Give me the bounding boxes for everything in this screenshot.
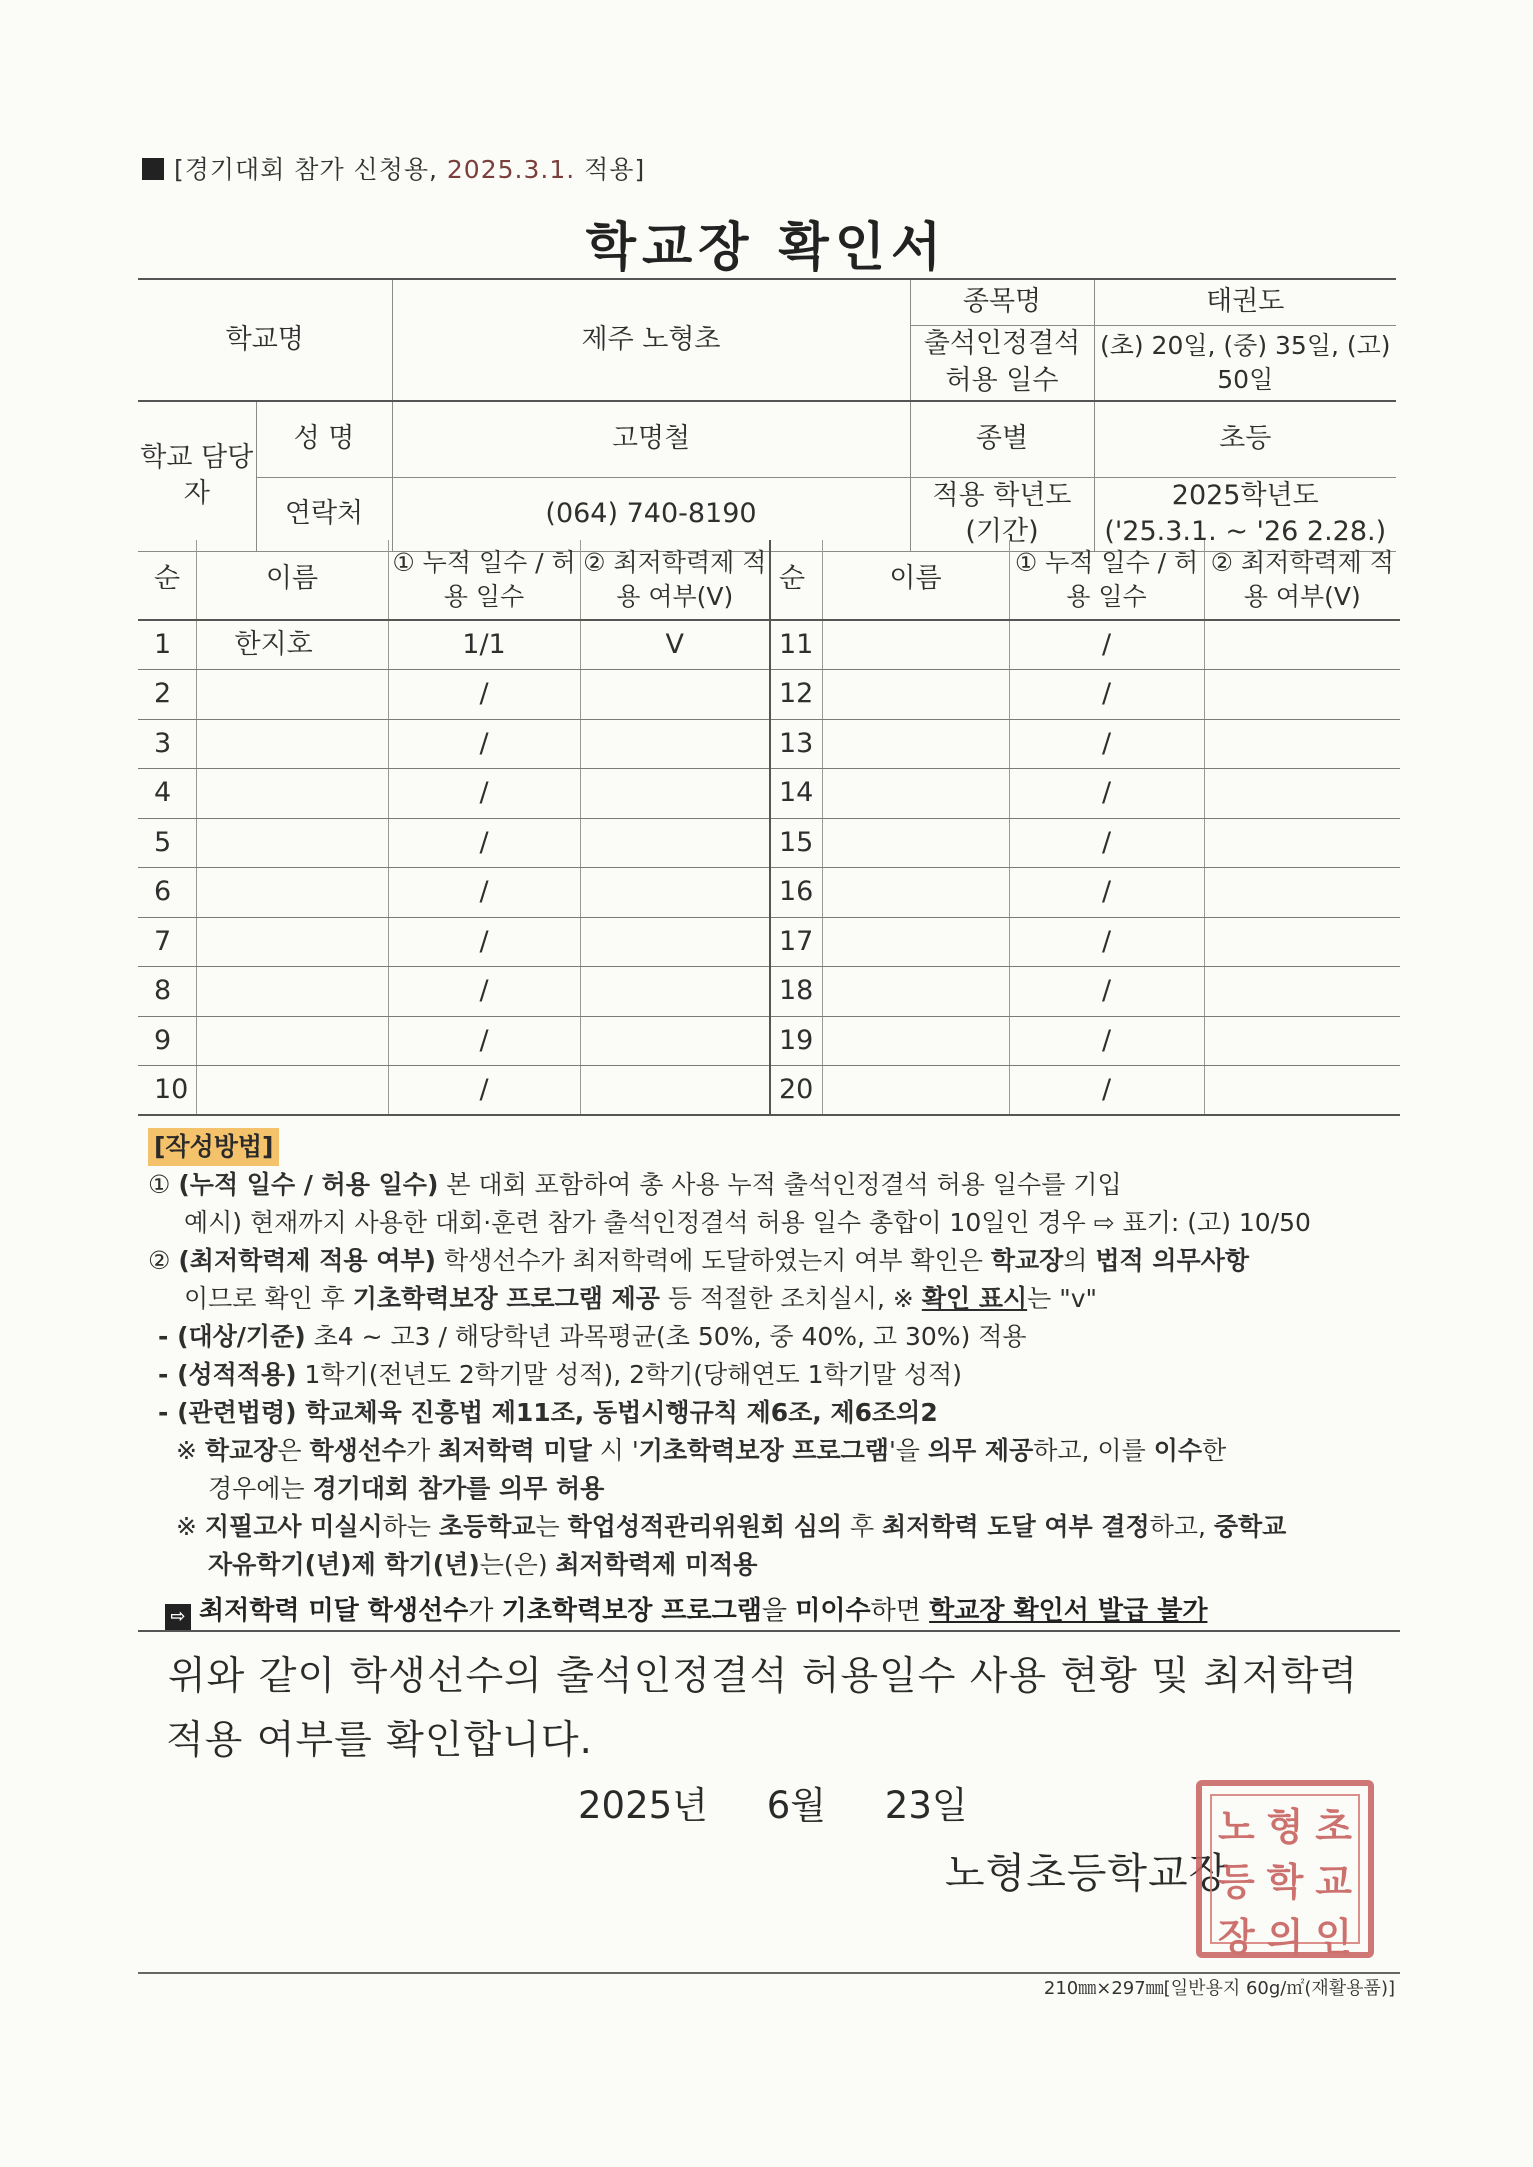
roster-body	[138, 620, 1400, 1115]
applied-check-cell	[1204, 719, 1400, 769]
guide-l8-bold2: 학생선수	[309, 1436, 407, 1465]
col-header-no: 순	[138, 540, 196, 620]
guide-l9-a: 경우에는	[208, 1474, 313, 1503]
student-name-cell	[822, 670, 1009, 720]
seal-character: 형	[1266, 1804, 1304, 1849]
writing-guide	[148, 1128, 1408, 1584]
table-row	[138, 670, 1400, 720]
seal-character: 노	[1217, 1804, 1255, 1849]
student-name-cell	[196, 769, 388, 819]
guide-l4-text3: 는 "v"	[1027, 1284, 1098, 1313]
applied-check-cell: V	[580, 620, 770, 670]
row-number-cell: 9	[138, 1016, 196, 1066]
notice-d: 을	[761, 1596, 796, 1626]
student-name-cell	[822, 818, 1009, 868]
guide-num-2: ②	[148, 1246, 171, 1275]
row-number-cell: 4	[138, 769, 196, 819]
guide-l5-bold: - (대상/기준)	[158, 1322, 306, 1351]
guide-l8-bold6: 이수	[1153, 1436, 1202, 1465]
applied-check-cell	[1204, 818, 1400, 868]
days-cell: /	[388, 818, 580, 868]
notice-line	[165, 1590, 1207, 1630]
guide-l10-bold3: 학업성적관리위원회 심의	[567, 1512, 842, 1541]
guide-l3-text: 학생선수가 최저학력에 도달하였는지 여부 확인은	[436, 1246, 991, 1275]
col-header-days-2: ① 누적 일수 / 허용 일수	[1009, 540, 1204, 620]
guide-l10-b: 하는	[382, 1512, 439, 1541]
confirmation-line-2: 적용 여부를 확인합니다.	[166, 1718, 593, 1763]
seal-character: 등	[1217, 1859, 1255, 1904]
contact-value: (064) 740-8190	[392, 477, 910, 551]
student-name-cell	[196, 1016, 388, 1066]
applied-check-cell	[1204, 670, 1400, 720]
guide-l4-bold2: 확인 표시	[921, 1284, 1028, 1313]
manager-label: 학교 담당자	[138, 401, 256, 551]
applied-check-cell	[580, 670, 770, 720]
table-row	[138, 868, 1400, 918]
guide-l11-bold: 자유학기(년)제 학기(년)	[208, 1550, 480, 1579]
guide-l10-d: 후	[842, 1512, 883, 1541]
days-cell: /	[1009, 1066, 1204, 1116]
seal-character: 장	[1217, 1914, 1255, 1959]
guide-l11-bold2: 최저학력제 미적용	[555, 1550, 758, 1579]
student-name-cell	[196, 1066, 388, 1116]
notice-f: 하면	[870, 1596, 930, 1626]
applied-check-cell	[580, 868, 770, 918]
guide-l10-e: 하고,	[1149, 1512, 1214, 1541]
header-note-prefix: [경기대회 참가 신청용,	[174, 155, 438, 184]
guide-l10-a: ※	[176, 1512, 205, 1541]
divider-line	[138, 1630, 1400, 1632]
guide-l8-g: 한	[1202, 1436, 1227, 1465]
applied-check-cell	[580, 967, 770, 1017]
allowed-days-value: (초) 20일, (중) 35일, (고) 50일	[1094, 325, 1396, 401]
guide-l8-c: 가	[406, 1436, 439, 1465]
student-name-cell	[196, 967, 388, 1017]
applied-check-cell	[1204, 917, 1400, 967]
applied-check-cell	[1204, 967, 1400, 1017]
confirmation-statement	[168, 1645, 1398, 1773]
seal-grid	[1210, 1794, 1360, 1959]
guide-l10-bold4: 최저학력 도달 여부 결정	[882, 1512, 1150, 1541]
applied-check-cell	[580, 818, 770, 868]
guide-l6-text: 1학기(전년도 2학기말 성적), 2학기(당해연도 1학기말 성적)	[296, 1360, 962, 1389]
seal-character: 의	[1266, 1914, 1304, 1959]
notice-a: 최저학력 미달 학생선수	[199, 1596, 469, 1626]
manager-name-label: 성 명	[256, 401, 392, 477]
notice-e: 미이수	[795, 1596, 871, 1626]
applied-check-cell	[1204, 1016, 1400, 1066]
seal-character: 인	[1315, 1914, 1353, 1959]
applied-year: 2025학년도	[1171, 479, 1319, 511]
days-cell: /	[388, 868, 580, 918]
col-header-name: 이름	[196, 540, 388, 620]
guide-title: [작성방법]	[148, 1128, 279, 1166]
guide-l10-c: 는	[535, 1512, 568, 1541]
days-cell: /	[1009, 719, 1204, 769]
student-roster-table	[138, 540, 1400, 1116]
row-number-cell: 5	[138, 818, 196, 868]
guide-l8-b: 은	[277, 1436, 310, 1465]
guide-l3-text2: 의	[1063, 1246, 1096, 1275]
guide-l10-bold5: 중학교	[1213, 1512, 1287, 1541]
seal-character: 학	[1266, 1859, 1304, 1904]
applied-period: ('25.3.1. ~ '26 2.28.)	[1104, 516, 1387, 547]
guide-l7-bold: - (관련법령) 학교체육 진흥법 제11조, 동법시행규칙 제6조, 제6조의2	[158, 1398, 938, 1427]
guide-l5-text: 초4 ~ 고3 / 해당학년 과목평균(초 50%, 중 40%, 고 30%) 적용	[305, 1322, 1027, 1351]
applied-check-cell	[1204, 1066, 1400, 1116]
guide-l1-bold: (누적 일수 / 허용 일수)	[178, 1170, 439, 1199]
arrow-box-icon: ⇨	[165, 1604, 191, 1630]
notice-g: 학교장 확인서 발급 불가	[929, 1596, 1208, 1626]
days-cell: /	[388, 917, 580, 967]
row-number-cell: 2	[138, 670, 196, 720]
guide-l2-text: 예시) 현재까지 사용한 대회·훈련 참가 출석인정결석 허용 일수 총합이 10일인 경우 ⇨ 표기: (고) 10/50	[184, 1208, 1311, 1237]
applied-check-cell	[580, 1016, 770, 1066]
type-value: 초등	[1094, 401, 1396, 477]
contact-label: 연락처	[256, 477, 392, 551]
student-name-cell	[196, 818, 388, 868]
guide-l8-bold5: 의무 제공	[927, 1436, 1034, 1465]
applied-check-cell	[1204, 620, 1400, 670]
row-number-cell: 19	[770, 1016, 822, 1066]
days-cell: /	[1009, 868, 1204, 918]
days-cell: /	[388, 719, 580, 769]
paper-spec-footer: 210㎜×297㎜[일반용지 60g/㎡(재활용품)]	[1043, 1978, 1395, 1999]
days-cell: /	[1009, 620, 1204, 670]
guide-l8-bold3: 최저학력 미달	[438, 1436, 592, 1465]
guide-l4-text2: 등 적절한 조치실시, ※	[659, 1284, 922, 1313]
days-cell: /	[1009, 1016, 1204, 1066]
guide-l8-a: ※	[176, 1436, 205, 1465]
sport-label: 종목명	[910, 279, 1094, 325]
student-name-cell	[822, 1016, 1009, 1066]
table-row	[138, 1016, 1400, 1066]
guide-l3-bold2: 학교장	[990, 1246, 1064, 1275]
student-name-cell	[822, 1066, 1009, 1116]
days-cell: /	[1009, 818, 1204, 868]
student-name-cell	[196, 868, 388, 918]
guide-l8-bold: 학교장	[204, 1436, 278, 1465]
days-cell: /	[1009, 769, 1204, 819]
manager-name-value: 고명철	[392, 401, 910, 477]
student-name-cell	[822, 719, 1009, 769]
row-number-cell: 17	[770, 917, 822, 967]
student-name-cell	[822, 917, 1009, 967]
info-table	[138, 278, 1396, 552]
row-number-cell: 1	[138, 620, 196, 670]
applied-check-cell	[580, 917, 770, 967]
row-number-cell: 12	[770, 670, 822, 720]
row-number-cell: 6	[138, 868, 196, 918]
days-cell: /	[1009, 917, 1204, 967]
guide-l6-bold: - (성적적용)	[158, 1360, 297, 1389]
row-number-cell: 8	[138, 967, 196, 1017]
guide-l8-bold4: 기초학력보장 프로그램	[638, 1436, 889, 1465]
row-number-cell: 3	[138, 719, 196, 769]
student-name-cell	[196, 719, 388, 769]
row-number-cell: 7	[138, 917, 196, 967]
seal-character: 초	[1315, 1804, 1353, 1849]
guide-l1-text: 본 대회 포함하여 총 사용 누적 출석인정결석 허용 일수를 기입	[438, 1170, 1122, 1199]
school-name-label: 학교명	[138, 279, 392, 401]
applied-check-cell	[580, 1066, 770, 1116]
row-number-cell: 20	[770, 1066, 822, 1116]
days-cell: /	[388, 967, 580, 1017]
row-number-cell: 11	[770, 620, 822, 670]
principal-signature-name: 노형초등학교장	[945, 1849, 1230, 1897]
confirmation-line-1: 위와 같이 학생선수의 출석인정결석 허용일수 사용 현황 및 최저학력	[168, 1654, 1359, 1699]
table-row	[138, 620, 1400, 670]
days-cell: 1/1	[388, 620, 580, 670]
row-number-cell: 13	[770, 719, 822, 769]
days-cell: /	[388, 1016, 580, 1066]
student-name-cell	[822, 620, 1009, 670]
applied-year-label: 적용 학년도 (기간)	[910, 477, 1094, 551]
table-row	[138, 967, 1400, 1017]
guide-num-1: ①	[148, 1170, 171, 1199]
guide-l8-e: '을	[888, 1436, 928, 1465]
col-header-days: ① 누적 일수 / 허용 일수	[388, 540, 580, 620]
official-seal-stamp	[1196, 1780, 1374, 1958]
row-number-cell: 14	[770, 769, 822, 819]
school-name-value: 제주 노형초	[392, 279, 910, 401]
guide-l11-a: 는(은)	[479, 1550, 556, 1579]
table-row	[138, 719, 1400, 769]
guide-l8-f: 하고, 이를	[1033, 1436, 1154, 1465]
document-header-note	[142, 150, 645, 186]
applied-check-cell	[1204, 769, 1400, 819]
days-cell: /	[1009, 670, 1204, 720]
col-header-applied-2: ② 최저학력제 적용 여부(V)	[1204, 540, 1400, 620]
guide-l4-bold: 기초학력보장 프로그램 제공	[352, 1284, 660, 1313]
col-header-name-2: 이름	[822, 540, 1009, 620]
table-row	[138, 917, 1400, 967]
square-bullet-icon	[142, 158, 164, 180]
guide-l3-bold3: 법적 의무사항	[1095, 1246, 1250, 1275]
student-name-cell	[822, 769, 1009, 819]
confirmation-date: 2025년 6월 23일	[578, 1784, 968, 1827]
student-name-cell	[822, 868, 1009, 918]
days-cell: /	[388, 670, 580, 720]
applied-check-cell	[580, 769, 770, 819]
days-cell: /	[388, 1066, 580, 1116]
table-row	[138, 1066, 1400, 1116]
document-title: 학교장 확인서	[585, 218, 948, 278]
header-note-date: 2025.3.1.	[446, 155, 576, 184]
days-cell: /	[1009, 967, 1204, 1017]
guide-l3-bold: (최저학력제 적용 여부)	[178, 1246, 436, 1275]
guide-l8-d: 시 '	[591, 1436, 639, 1465]
col-header-no-2: 순	[770, 540, 822, 620]
student-name-cell	[196, 917, 388, 967]
sport-value: 태권도	[1094, 279, 1396, 325]
table-row	[138, 769, 1400, 819]
student-name-cell	[822, 967, 1009, 1017]
guide-l10-bold: 지필고사 미실시	[204, 1512, 383, 1541]
col-header-applied: ② 최저학력제 적용 여부(V)	[580, 540, 770, 620]
seal-character: 교	[1315, 1859, 1353, 1904]
guide-l4-text: 이므로 확인 후	[184, 1284, 353, 1313]
days-cell: /	[388, 769, 580, 819]
applied-check-cell	[580, 719, 770, 769]
table-row	[138, 818, 1400, 868]
row-number-cell: 18	[770, 967, 822, 1017]
type-label: 종별	[910, 401, 1094, 477]
allowed-days-label: 출석인정결석 허용 일수	[910, 325, 1094, 401]
guide-l9-bold: 경기대회 참가를 의무 허용	[312, 1474, 605, 1503]
notice-b: 가	[468, 1596, 502, 1626]
student-name-cell: 한지호	[196, 620, 388, 670]
notice-c: 기초학력보장 프로그램	[501, 1596, 762, 1626]
header-note-suffix: 적용]	[584, 155, 646, 184]
row-number-cell: 15	[770, 818, 822, 868]
student-name-cell	[196, 670, 388, 720]
guide-l10-bold2: 초등학교	[438, 1512, 536, 1541]
applied-check-cell	[1204, 868, 1400, 918]
row-number-cell: 10	[138, 1066, 196, 1116]
row-number-cell: 16	[770, 868, 822, 918]
